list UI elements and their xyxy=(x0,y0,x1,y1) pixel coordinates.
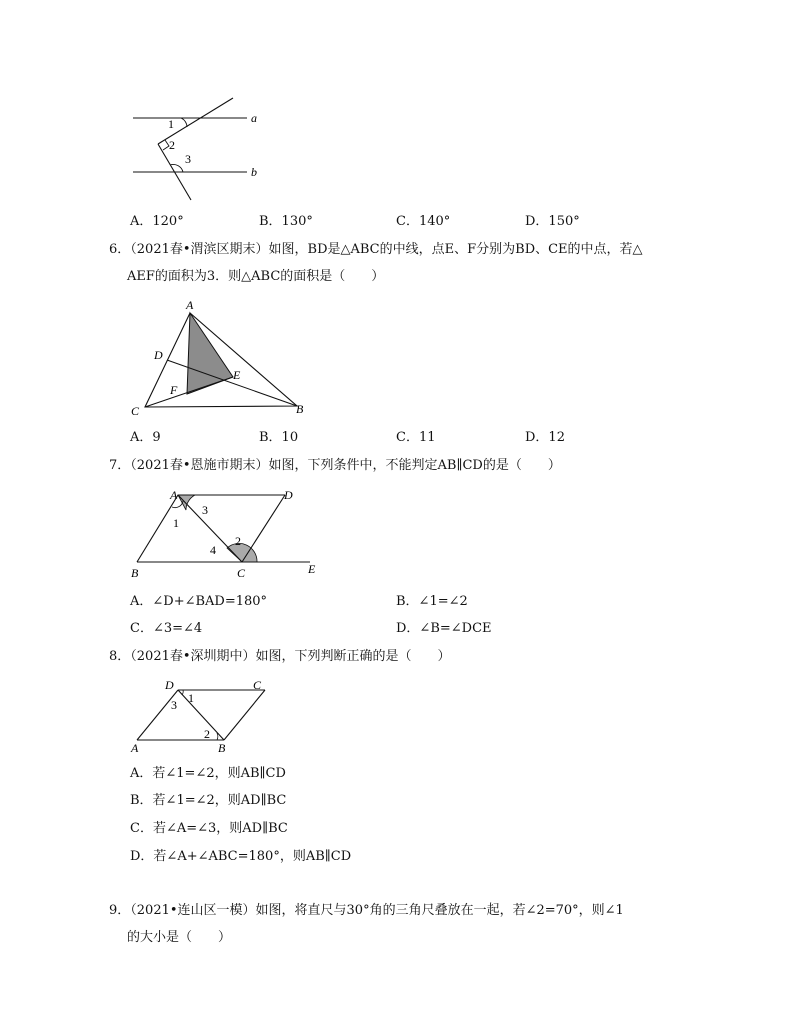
q8-angle-3: 3 xyxy=(171,698,177,712)
q8-angle-2: 2 xyxy=(204,727,210,741)
q6-stem-line2: AEF的面积为3．则△ABC的面积是（ ） xyxy=(127,269,385,284)
q6-point-E: E xyxy=(233,368,241,382)
q8-option-a: A．若∠1=∠2，则AB∥CD xyxy=(130,766,286,781)
q7-option-c: C．∠3=∠4 xyxy=(130,621,203,636)
q7-figure xyxy=(125,484,335,580)
q5-angle-2: 2 xyxy=(169,138,175,152)
q5-angle-3: 3 xyxy=(185,152,191,166)
q8-point-C: C xyxy=(253,678,262,692)
q5-label-a: a xyxy=(251,111,257,125)
q9-stem-line2: 的大小是（ ） xyxy=(127,930,232,945)
q8-point-D: D xyxy=(165,678,174,692)
q7-angle-2: 2 xyxy=(235,534,241,548)
q8-figure xyxy=(125,674,275,756)
q7-point-A: A xyxy=(170,488,178,502)
q6-stem-line1: 6．（2021春•渭滨区期末）如图，BD是△ABC的中线，点E、F分别为BD、CE的中点，若△ xyxy=(109,242,643,257)
q6-point-C: C xyxy=(131,404,140,418)
q5-figure xyxy=(125,92,275,204)
q6-option-a: A．9 xyxy=(130,430,161,445)
q7-angle-3: 3 xyxy=(202,503,208,517)
q8-angle-1: 1 xyxy=(188,691,194,705)
q7-angle-1: 1 xyxy=(173,516,179,530)
q6-figure xyxy=(125,296,315,420)
q5-label-b: b xyxy=(251,165,257,179)
q5-option-d: D．150° xyxy=(525,214,580,229)
q6-option-d: D．12 xyxy=(525,430,565,445)
q6-option-c: C．11 xyxy=(396,430,436,445)
q7-option-d: D．∠B=∠DCE xyxy=(396,621,492,636)
q7-point-D: D xyxy=(284,488,293,502)
q7-option-b: B．∠1=∠2 xyxy=(396,594,468,609)
q7-point-B: B xyxy=(131,566,139,580)
q6-point-F: F xyxy=(170,383,178,397)
q5-option-c: C．140° xyxy=(396,214,451,229)
q9-stem-line1: 9．（2021•连山区一模）如图，将直尺与30°角的三角尺叠放在一起，若∠2=70°，则∠1 xyxy=(109,903,624,918)
q8-option-c: C．若∠A=∠3，则AD∥BC xyxy=(130,821,288,836)
q6-point-A: A xyxy=(186,298,194,312)
q7-point-E: E xyxy=(308,562,316,576)
q8-option-b: B．若∠1=∠2，则AD∥BC xyxy=(130,793,287,808)
q8-stem-line1: 8．（2021春•深圳期中）如图，下列判断正确的是（ ） xyxy=(109,649,451,664)
q8-point-A: A xyxy=(131,741,139,755)
q6-point-D: D xyxy=(154,348,163,362)
q8-point-B: B xyxy=(218,741,226,755)
q5-angle-1: 1 xyxy=(168,117,174,131)
q7-option-a: A．∠D+∠BAD=180° xyxy=(130,594,268,609)
q7-angle-4: 4 xyxy=(210,543,216,557)
q6-point-B: B xyxy=(296,402,304,416)
q5-option-a: A．120° xyxy=(130,214,184,229)
q7-point-C: C xyxy=(237,566,246,580)
q6-option-b: B．10 xyxy=(259,430,299,445)
q8-option-d: D．若∠A+∠ABC=180°，则AB∥CD xyxy=(130,849,352,864)
q7-stem-line1: 7．（2021春•恩施市期末）如图，下列条件中，不能判定AB∥CD的是（ ） xyxy=(109,458,561,473)
q5-option-b: B．130° xyxy=(259,214,313,229)
